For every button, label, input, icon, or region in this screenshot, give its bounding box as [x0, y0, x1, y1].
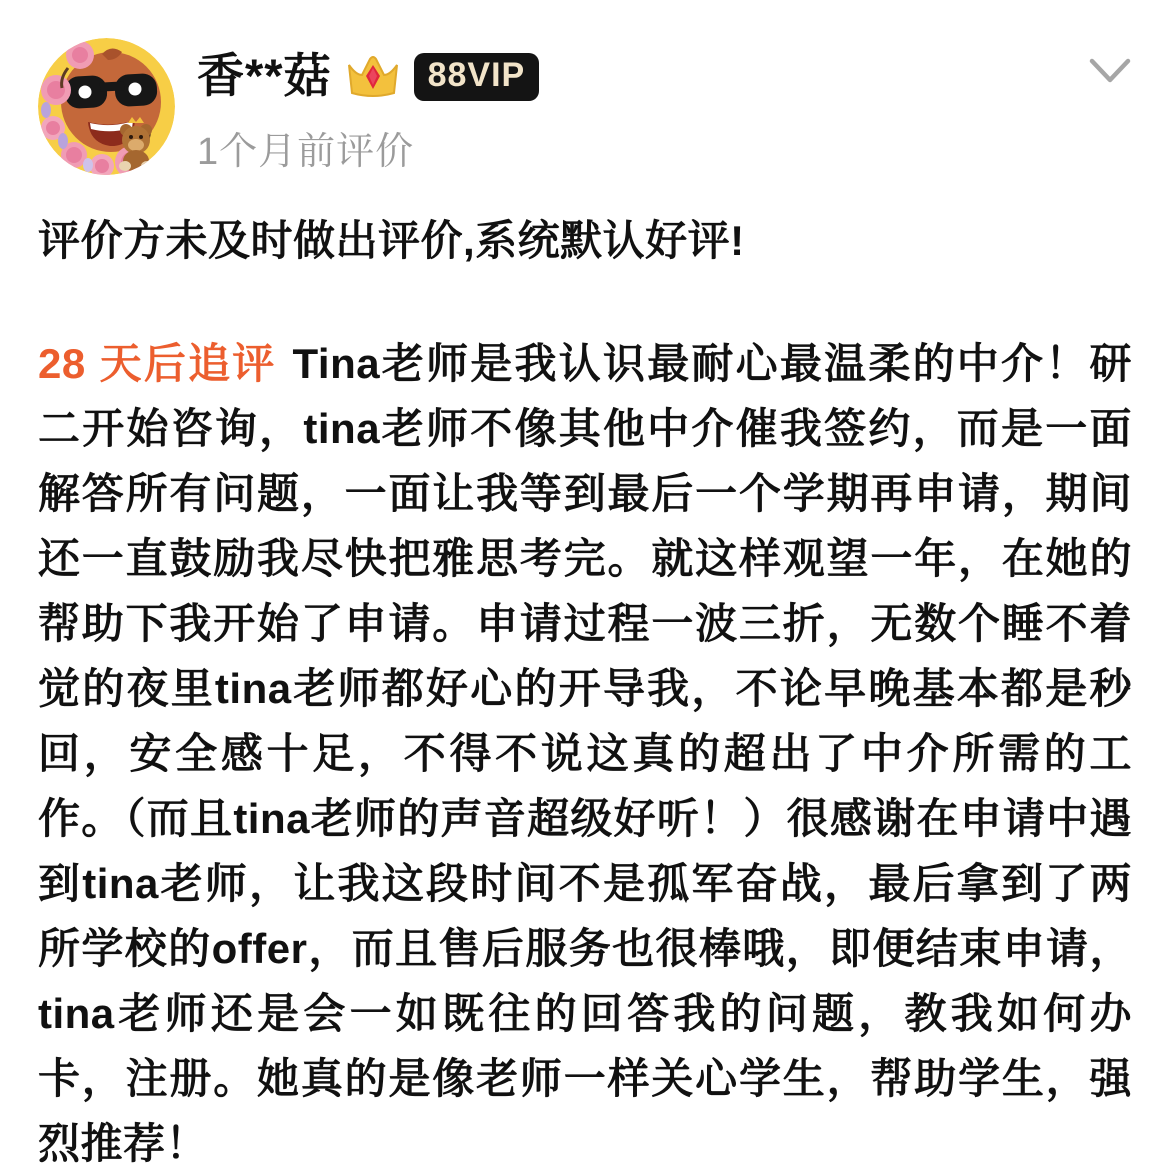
review-timestamp: 1个月前评价 — [197, 130, 415, 173]
crown-icon — [346, 53, 400, 101]
followup-review — [38, 331, 1132, 1176]
username: 香**菇 — [197, 49, 332, 102]
header-info — [197, 38, 539, 175]
avatar[interactable] — [38, 38, 175, 175]
review-header — [38, 38, 1132, 175]
followup-review-text: Tina老师是我认识最耐心最温柔的中介！研二开始咨询，tina老师不像其他中介催我签约，而是一面解答所有问题，一面让我等到最后一个学期再申请，期间还一直鼓励我尽快把雅思考完。就这样观望一年，在她的帮助下我开始了申请。申请过程一波三折，无数个睡不着觉的夜里tina老师都好心的开导我，不论早晚基本都是秒回，安全感十足，不得不说这真的超出了中介所需的工作。（而且tina老师的声音超级好听！）很感谢在申请中遇到tina老师，让我这段时间不是孤军奋战，最后拿到了两所学校的offer，而且售后服务也很棒哦，即便结束申请，tina老师还是会一如既往的回答我的问题，教我如何办卡，注册。她真的是像老师一样关心学生，帮助学生，强烈推荐！ — [38, 340, 1132, 1167]
chevron-down-icon[interactable] — [1088, 56, 1132, 86]
avatar-illustration — [38, 38, 175, 175]
vip-badge: 88VIP — [414, 53, 540, 100]
default-review-text: 评价方未及时做出评价,系统默认好评! — [38, 217, 745, 264]
followup-label: 28 天后追评 — [38, 340, 277, 387]
